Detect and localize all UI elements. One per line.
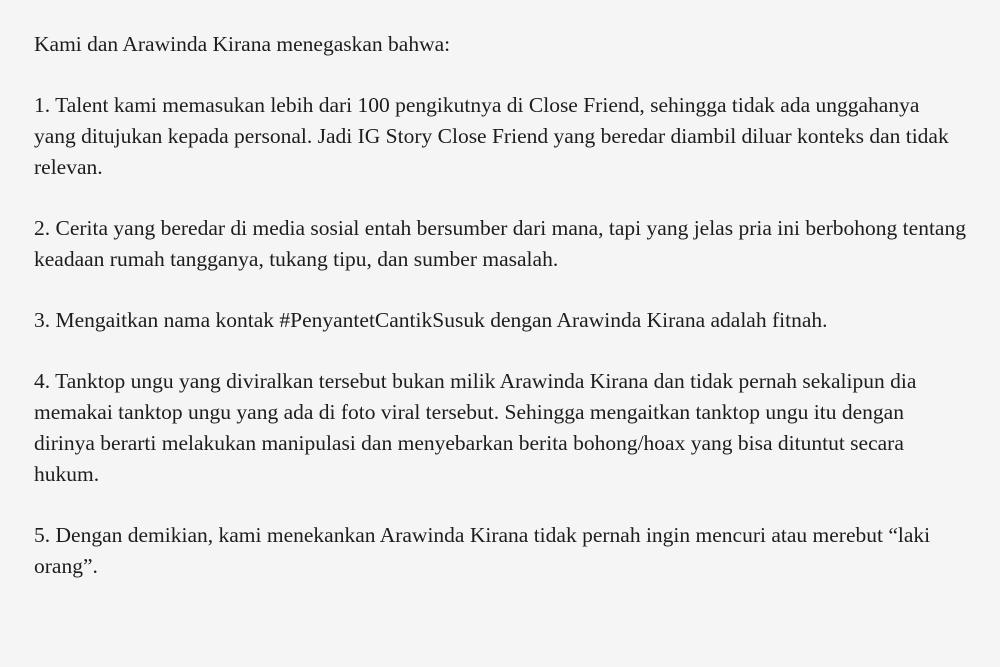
statement-point-4: 4. Tanktop ungu yang diviralkan tersebut bukan milik Arawinda Kirana dan tidak pernah sekalipun dia memakai tanktop ungu yang ada di foto viral tersebut. Sehingga mengaitkan tanktop ungu itu dengan dirinya berarti melakukan manipulasi dan menyebarkan berita bohong/hoax yang bisa dituntut secara hukum. xyxy=(34,369,917,486)
statement-point-3: 3. Mengaitkan nama kontak #PenyantetCantikSusuk dengan Arawinda Kirana adalah fitnah. xyxy=(34,308,828,332)
statement-intro: Kami dan Arawinda Kirana menegaskan bahwa: xyxy=(34,32,451,56)
statement-point-2: 2. Cerita yang beredar di media sosial entah bersumber dari mana, tapi yang jelas pria ini berbohong tentang keadaan rumah tangganya, tukang tipu, dan sumber masalah. xyxy=(34,216,966,271)
statement-point-5: 5. Dengan demikian, kami menekankan Arawinda Kirana tidak pernah ingin mencuri atau merebut “laki orang”. xyxy=(34,523,931,578)
statement-point-1: 1. Talent kami memasukan lebih dari 100 pengikutnya di Close Friend, sehingga tidak ada unggahanya yang ditujukan kepada personal. Jadi IG Story Close Friend yang beredar diambil diluar konteks dan tidak relevan. xyxy=(34,93,949,179)
